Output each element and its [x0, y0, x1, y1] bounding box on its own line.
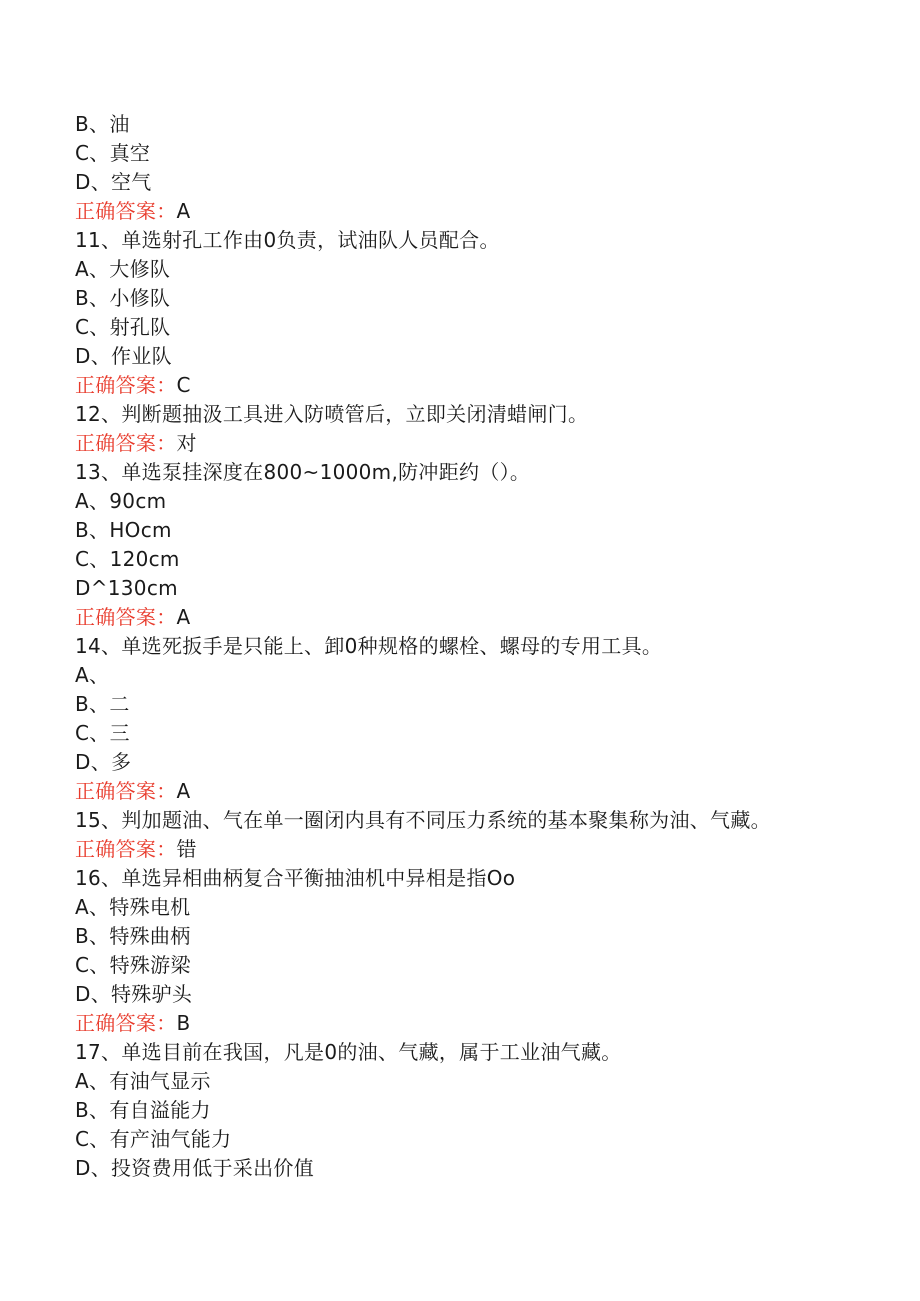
correct-answer-line: [75, 1009, 920, 1038]
answer-label: 正确答案：: [75, 431, 177, 455]
answer-label: 正确答案：: [75, 605, 177, 629]
question-text: 11、单选射孔工作由0负责，试油队人员配合。: [75, 228, 500, 252]
answer-option: B、特殊曲柄: [75, 924, 191, 948]
answer-option: C、有产油气能力: [75, 1127, 232, 1151]
answer-option: D、投资费用低于采出价值: [75, 1156, 315, 1180]
correct-answer-line: [75, 429, 920, 458]
answer-option: A、大修队: [75, 257, 171, 281]
answer-value: A: [176, 605, 191, 629]
question-text: 13、单选泵挂深度在800~1000m,防冲距约（）。: [75, 460, 531, 484]
answer-value: C: [176, 373, 191, 397]
answer-option: A、: [75, 663, 110, 687]
answer-option: D、特殊驴头: [75, 982, 193, 1006]
answer-option: C、真空: [75, 141, 151, 165]
answer-option: C、特殊游梁: [75, 953, 191, 977]
answer-label: 正确答案：: [75, 373, 177, 397]
correct-answer-line: [75, 197, 920, 226]
question-text: 14、单选死扳手是只能上、卸0种规格的螺栓、螺母的专用工具。: [75, 634, 663, 658]
answer-option: D、空气: [75, 170, 152, 194]
answer-value: 对: [176, 431, 197, 455]
answer-option: A、90cm: [75, 489, 167, 513]
answer-label: 正确答案：: [75, 199, 177, 223]
answer-value: A: [176, 199, 191, 223]
correct-answer-line: [75, 835, 920, 864]
answer-option: C、三: [75, 721, 130, 745]
question-text: 17、单选目前在我国，凡是0的油、气藏，属于工业油气藏。: [75, 1040, 622, 1064]
answer-value: 错: [176, 837, 197, 861]
answer-option: B、小修队: [75, 286, 171, 310]
question-text: 16、单选异相曲柄复合平衡抽油机中异相是指Oo: [75, 866, 516, 890]
answer-label: 正确答案：: [75, 1011, 177, 1035]
answer-option: B、HOcm: [75, 518, 172, 542]
answer-option: A、特殊电机: [75, 895, 191, 919]
correct-answer-line: [75, 603, 920, 632]
answer-value: B: [176, 1011, 191, 1035]
answer-option: B、二: [75, 692, 130, 716]
answer-option: B、有自溢能力: [75, 1098, 211, 1122]
answer-option: D^130cm: [75, 576, 178, 600]
answer-option: A、有油气显示: [75, 1069, 211, 1093]
question-text: 15、判加题油、气在单一圈闭内具有不同压力系统的基本聚集称为油、气藏。: [75, 808, 771, 832]
answer-option: D、多: [75, 750, 132, 774]
answer-label: 正确答案：: [75, 837, 177, 861]
answer-option: C、射孔队: [75, 315, 171, 339]
answer-label: 正确答案：: [75, 779, 177, 803]
correct-answer-line: [75, 777, 920, 806]
correct-answer-line: [75, 371, 920, 400]
question-list: [75, 110, 920, 1183]
answer-value: A: [176, 779, 191, 803]
answer-option: C、120cm: [75, 547, 180, 571]
answer-option: B、油: [75, 112, 130, 136]
question-text: 12、判断题抽汲工具进入防喷管后，立即关闭清蜡闸门。: [75, 402, 589, 426]
answer-option: D、作业队: [75, 344, 172, 368]
